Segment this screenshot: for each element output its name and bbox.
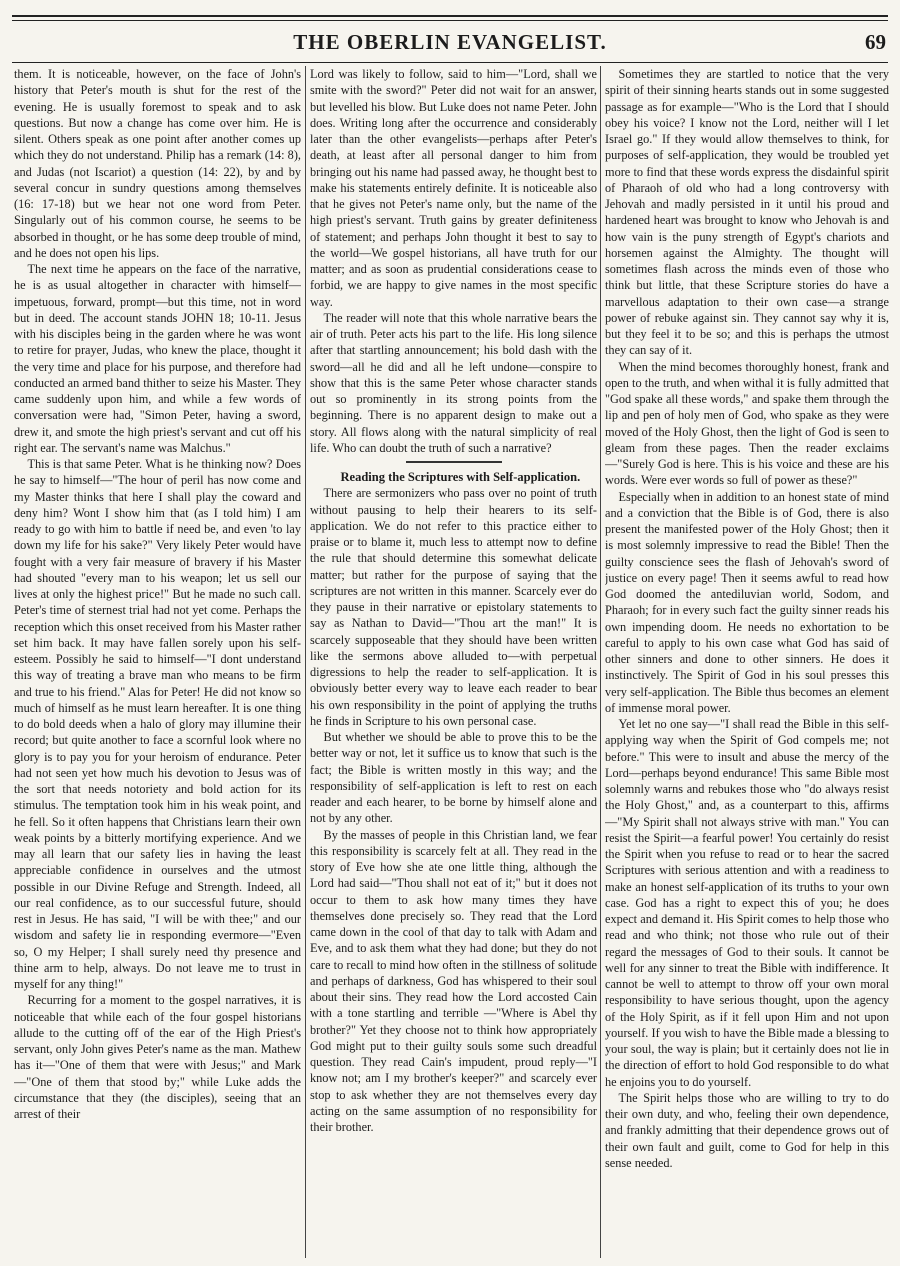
paragraph: By the masses of people in this Christian land, we fear this responsibility is scarcely felt at all. They read in the story of Eve how she ate one little thing, although the Lord had said—"Thou shall not eat of it;" but it does not occur to them to ask how many times they have themselves done precisely so. They read that the Lord came down in the cool of that day to talk with Adam and Eve, and to ask them what they had done; but they do not care to recall to mind how often in the stillness of solitude and perhaps of darkness, God has whispered to their soul about their sins. They read how the Lord accosted Cain with a tone startling and terrible —"Where is Abel thy brother?" Yet they choose not to think how appropriately God might put to their guilty souls some such dreadful question. They read Cain's impudent, proud reply—"I know not; am I my brother's keeper?" and scarcely ever stop to ask whether they are not themselves every day acting on the same assumption of no responsibility for their brother.	[310, 827, 597, 1134]
paragraph: Sometimes they are startled to notice that the very spirit of their sinning hearts stands out in some suggested passage as for example—"Who is the Lord that I should obey his voice? I know not the Lord, neither will I let Israel go." If they would allow themselves to think, for purposes of self-application, they would be troubled yet more to find that these words express the disdainful spirit of Pharaoh of old who had a long controversy with Jehovah and madly persisted in it until his proud and hardened heart was brought to know who Jehovah is and how vain is the puny strength of Egypt's chariots and horsemen against the Almighty. The thought will sometimes flash across the minds even of those who think but little, that these Scripture stories do have a marvellous adaptation to their own case—a strange power of rebuke against sin. They cannot say why it is, but they feel it to be so; and this is perhaps the utmost they can say of it.	[605, 67, 889, 358]
paragraph: The reader will note that this whole narrative bears the air of truth. Peter acts his part to the life. His long silence after that startling announcement; his bold dash with the sword—all he did and all he left undone—conspire to show that this is the same Peter whose character stands out so prominently in its strong points from the beginning. There is no apparent design to make out a story. All flows along with the natural simplicity of real life. Who can doubt the truth of such a narrative?	[310, 310, 597, 455]
page-number: 69	[865, 30, 886, 54]
paragraph: The next time he appears on the face of the narrative, he is as usual altogether in character with himself—impetuous, forward, prompt—but this time, not in word but in deed. The account stands JOHN 18; 10-11. Jesus with his disciples being in the garden where he was wont to retire for prayer, Judas, who knew the place, thought it the very time and place for his purpose, and therefore had conducted an armed band thither to seize his Master. They came suddenly upon him, and while a few words of conversation were had, "Simon Peter, having a sword, drew it, and smote the high priest's servant and cut off his right ear. The servant's name was Malchus."	[14, 262, 301, 455]
column-1	[14, 66, 301, 1261]
section-separator	[406, 461, 502, 463]
column-divider	[305, 66, 306, 1258]
paragraph: When the mind becomes thoroughly honest, frank and open to the truth, and when withal it is fully admitted that "God spake all these words," and spake them through the lip and pen of holy men of God, who spake as they were moved of the Holy Ghost, then the light of God is seen to gleam from these pages. Then the reader exclaims—"Surely God is here. This is his voice and these are his words. Were ever words so full of power as these?"	[605, 359, 889, 488]
column-3	[605, 66, 889, 1261]
column-2	[310, 66, 597, 1261]
masthead-title: THE OBERLIN EVANGELIST.	[293, 30, 607, 54]
paragraph: Lord was likely to follow, said to him—"Lord, shall we smite with the sword?" Peter did not wait for an answer, but levelled his blow. But Luke does not name Peter. John does. Writing long after the occurrence and considerably later than the other evangelists—perhaps after Peter's death, at least after all personal danger to him from bringing out his name had passed away, he thought best to make his statements entirely definite. It is noticeable also that he gives not Peter's name only, but the name of the high priest's servant. Truth gains by greater definiteness of statement; and perhaps John thought it best to say to the world—We gospel historians, all have truth for our matter; and as soon as prudential considerations cease to forbid, we are happy to give names in the most specific way.	[310, 67, 597, 309]
paragraph: The Spirit helps those who are willing to try to do their own duty, and who, feeling their own dependence, and frankly admitting that their dependence grows out of their own fault and guilt, come to God for help in this sense needed.	[605, 1090, 889, 1170]
masthead-rule	[12, 62, 888, 63]
paragraph: This is that same Peter. What is he thinking now? Does he say to himself—"The hour of peril has now come and my Master thinks that here I shall play the coward and deny him? Wont I show him that (as I told him) I am ready to go with him to battle if need be, and even 'to lay down my life for his sake?" Very likely Peter would have fought with a very fair measure of bravery if his Master had shouted "every man to his weapon; let us sell our lives at only the highest price!" But he made no such call. Peter's time of sternest trial had not yet come. Perhaps the reception which this onset received from his Master rather set him back. It may have fallen sorely upon his self-esteem. Possibly he said to himself—"I dont understand this way of treating a brave man who means to be firm and true to his friend." Alas for Peter! He did not know so much of himself as he must learn hereafter. It is one thing to do bold deeds when a halo of glory may illumine their record; but quite another to face a scornful look where no glory is to pay you for your heroism of endurance. Peter had not seen yet how much his devotion to Jesus was of the sort that needs notoriety and bold action for its stimulus. The temptation took him in his weak point, and he fell. So it often happens that Christians learn their own weak points by a bitterly mortifying experience. And we may all learn that our safety lies in having the least appreciable confidence in ourselves and the utmost possible in our Divine Refuge and Strength. Indeed, all our real confidence, as to our successful future, should rest in Jesus. He has said, "I will be with thee;" and our wisdom and safety lie in responding evermore—"Even so, O my Helper; I shall surely need thy presence and thine arm to help, always. Do not leave me to trust in myself for any thing!"	[14, 457, 301, 991]
paragraph: Especially when in addition to an honest state of mind and a conviction that the Bible is of God, there is also present the manifested power of the Holy Ghost; then it is most solemnly impressive to read the Bible! Then the guilty conscience sees the flash of Jehovah's sword of justice on every page! Then it seems awful to read how God doomed the antediluvian world, Sodom, and Pharaoh; for in every such fact the guilty sinner reads his own impending doom. He needs no exhortation to be careful to apply to his own case what God has said of other sinners and done to other sinners. He does it instinctively. The Spirit of God in his soul presses this very self-application. The Bible thus becomes an element of immense moral power.	[605, 489, 889, 715]
column-divider	[600, 66, 601, 1258]
paragraph: There are sermonizers who pass over no point of truth without pausing to help their hearers to its self-application. We do not refer to this practice either to praise or to blame it, much less to attempt now to define the rule that should determine this somewhat delicate matter; but rather for the purpose of saying that the scriptures are not written in this manner. Scarcely ever do they pause in their narrative or epistolary statements to say as Nathan to David—"Thou art the man!" It is scarcely supposeable that they should have been written like the sermons above alluded to—with perpetual digressions to help the reader to self-application. It is obviously better every way to leave each reader to bear his own responsibility in the point of applying the truths he finds in Scripture to his own personal case.	[310, 486, 597, 728]
paragraph: Recurring for a moment to the gospel narratives, it is noticeable that while each of the four gospel historians allude to the cutting off of the ear of the High Priest's servant, only John gives Peter's name as the man. Mathew has it—"One of them that were with Jesus;" and Mark—"One of them that stood by;" while Luke adds the circumstance that they (the disciples), seeing that an arrest of their	[14, 993, 301, 1121]
paragraph: Yet let no one say—"I shall read the Bible in this self-applying way when the Spirit of God compels me; not before." This were to insult and abuse the mercy of the Lord—perhaps beyond endurance! This same Bible most solemnly warns and rebukes those who "do always resist the Holy Ghost," and, as a counterpart to this, affirms—"My Spirit shall not always strive with man." You can resist the Spirit—a fearful power! You certainly do resist the Spirit when you refuse to read or to hear the sacred Scriptures with serious attention and with a readiness to make an honest self-application of its truths to your own case. God has a right to expect this of you; he does expect and demand it. His Spirit comes to help those who read and who think; not those who rule out of their regard the messages of God to their souls. It cannot be well for any sinner to treat the Bible with indifference. It cannot be well to attempt to throw off your own moral responsibility to have serious thought, upon the agency of the Holy Spirit, as if it fell upon Him and not upon yourself. If you wish to have the Bible made a blessing to your soul, the way is plain; but it certainly does not lie in the direction of effort to hold God responsible to do what he enjoins you to do yourself.	[605, 717, 889, 1089]
article-heading: Reading the Scriptures with Self-application.	[340, 470, 581, 484]
top-rule-thin	[12, 20, 888, 21]
paragraph: But whether we should be able to prove this to be the better way or not, let it suffice us to know that such is the fact; the Bible is written mostly in this way; and the responsibility of self-application is left to rest on each reader and each hearer, to be borne by himself alone and not by any other.	[310, 730, 597, 826]
paragraph: them. It is noticeable, however, on the face of John's history that Peter's mouth is shut for the rest of the evening. He is usually foremost to speak and to ask questions. But now a change has come over him. He is silent. Others speak as one point after another comes up which they do not understand. Philip has a remark (14: 8), and Judas (not Iscariot) a question (14: 22), by and by several concur in sundry questions among themselves (16: 17-18) but we hear not one word from Peter. Singularly out of his common course, he seems to be absorbed in thought, or he has some deep trouble of mind, and he does not open his lips.	[14, 67, 301, 260]
top-rule	[12, 15, 888, 17]
